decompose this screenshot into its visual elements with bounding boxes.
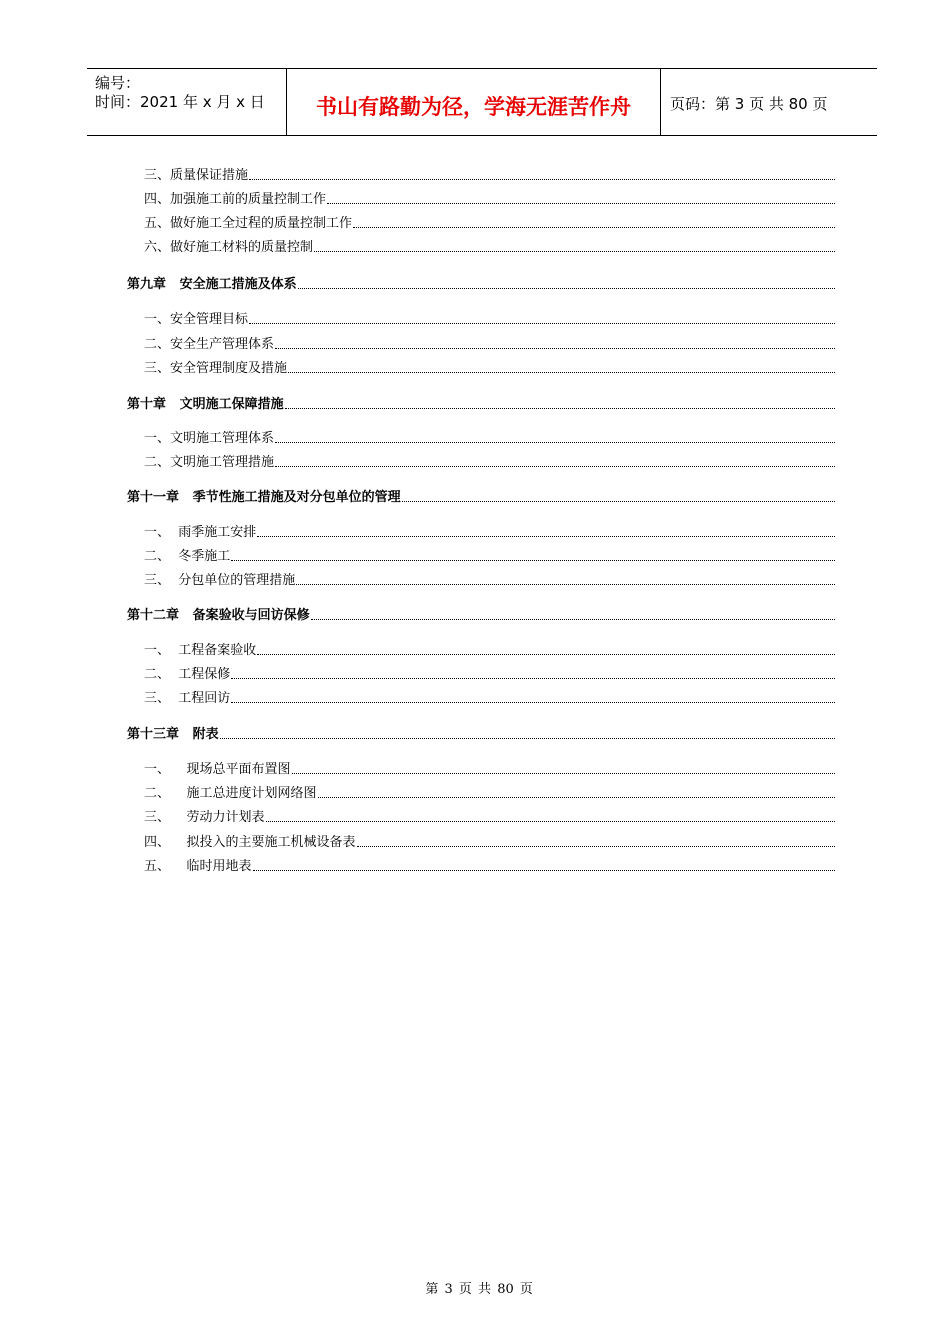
toc-dot-leader	[402, 500, 835, 502]
toc-entry-label: 四、加强施工前的质量控制工作	[144, 192, 327, 207]
toc-dot-leader	[357, 845, 835, 847]
toc-entry-label: 二、安全生产管理体系	[144, 337, 275, 352]
toc-section-entry[interactable]	[144, 806, 835, 826]
toc-section-entry[interactable]	[144, 855, 835, 875]
toc-section-entry[interactable]	[144, 427, 835, 447]
toc-entry-label: 一、 工程备案验收	[144, 643, 257, 658]
toc-dot-leader	[249, 322, 835, 324]
toc-dot-leader	[249, 178, 835, 180]
toc-entry-label: 一、 雨季施工安排	[144, 525, 257, 540]
toc-dot-leader	[288, 371, 835, 373]
header-meta-cell	[87, 69, 287, 135]
toc-chapter-entry[interactable]	[127, 723, 835, 743]
toc-dot-leader	[266, 820, 835, 822]
toc-entry-label: 第十章 文明施工保障措施	[127, 397, 284, 412]
toc-entry-label: 第十二章 备案验收与回访保修	[127, 608, 310, 623]
toc-entry-label: 五、 临时用地表	[144, 859, 252, 874]
toc-entry-label: 第九章 安全施工措施及体系	[127, 277, 297, 292]
toc-dot-leader	[231, 559, 835, 561]
toc-dot-leader	[253, 869, 835, 871]
toc-dot-leader	[327, 202, 835, 204]
toc-dot-leader	[275, 465, 835, 467]
toc-section-entry[interactable]	[144, 569, 835, 589]
toc-section-entry[interactable]	[144, 357, 835, 377]
toc-entry-label: 第十三章 附表	[127, 727, 219, 742]
toc-section-entry[interactable]	[144, 782, 835, 802]
toc-dot-leader	[231, 677, 835, 679]
toc-dot-leader	[353, 226, 835, 228]
footer-page-number: 第 3 页 共 80 页	[425, 1282, 533, 1297]
toc-section-entry[interactable]	[144, 236, 835, 256]
toc-section-entry[interactable]	[144, 831, 835, 851]
toc-dot-leader	[257, 535, 835, 537]
toc-section-entry[interactable]	[144, 164, 835, 184]
toc-entry-label: 二、 工程保修	[144, 667, 231, 682]
toc-entry-label: 一、安全管理目标	[144, 312, 249, 327]
toc-section-entry[interactable]	[144, 308, 835, 328]
toc-entry-label: 三、 劳动力计划表	[144, 810, 265, 825]
toc-entry-label: 三、 分包单位的管理措施	[144, 573, 296, 588]
toc-section-entry[interactable]	[144, 521, 835, 541]
toc-dot-leader	[220, 737, 835, 739]
toc-chapter-entry[interactable]	[127, 273, 835, 293]
toc-section-entry[interactable]	[144, 188, 835, 208]
toc-section-entry[interactable]	[144, 333, 835, 353]
toc-entry-label: 六、做好施工材料的质量控制	[144, 240, 314, 255]
toc-section-entry[interactable]	[144, 758, 835, 778]
toc-dot-leader	[275, 441, 835, 443]
toc-section-entry[interactable]	[144, 687, 835, 707]
toc-dot-leader	[311, 618, 835, 620]
header-motto: 书山有路勤为径，学海无涯苦作舟	[316, 95, 631, 119]
toc-dot-leader	[292, 772, 835, 774]
toc-dot-leader	[314, 250, 835, 252]
toc-chapter-entry[interactable]	[127, 604, 835, 624]
toc-entry-label: 一、文明施工管理体系	[144, 431, 275, 446]
toc-entry-label: 二、 冬季施工	[144, 549, 231, 564]
toc-entry-label: 三、安全管理制度及措施	[144, 361, 288, 376]
header-motto-cell	[287, 69, 661, 135]
toc-chapter-entry[interactable]	[127, 393, 835, 413]
toc-dot-leader	[285, 407, 835, 409]
toc-dot-leader	[231, 701, 835, 703]
toc-dot-leader	[275, 347, 835, 349]
toc-entry-label: 三、 工程回访	[144, 691, 231, 706]
toc-entry-label: 五、做好施工全过程的质量控制工作	[144, 216, 353, 231]
toc-section-entry[interactable]	[144, 639, 835, 659]
page-header	[87, 68, 877, 136]
toc-section-entry[interactable]	[144, 663, 835, 683]
document-number-label: 编号：	[95, 74, 141, 92]
toc-entry-label: 二、文明施工管理措施	[144, 455, 275, 470]
toc-section-entry[interactable]	[144, 451, 835, 471]
toc-dot-leader	[318, 796, 835, 798]
toc-section-entry[interactable]	[144, 545, 835, 565]
toc-entry-label: 第十一章 季节性施工措施及对分包单位的管理	[127, 490, 401, 505]
document-time-label: 时间：2021 年 x 月 x 日	[95, 93, 265, 111]
toc-dot-leader	[296, 583, 835, 585]
toc-entry-label: 三、质量保证措施	[144, 168, 249, 183]
toc-dot-leader	[257, 653, 835, 655]
page-footer	[0, 1263, 950, 1297]
header-page-cell	[661, 69, 877, 135]
toc-section-entry[interactable]	[144, 212, 835, 232]
toc-entry-label: 四、 拟投入的主要施工机械设备表	[144, 835, 356, 850]
header-page-info: 页码：第 3 页 共 80 页	[670, 95, 828, 113]
toc-chapter-entry[interactable]	[127, 486, 835, 506]
toc-entry-label: 一、 现场总平面布置图	[144, 762, 291, 777]
toc-dot-leader	[298, 287, 835, 289]
toc-entry-label: 二、 施工总进度计划网络图	[144, 786, 317, 801]
